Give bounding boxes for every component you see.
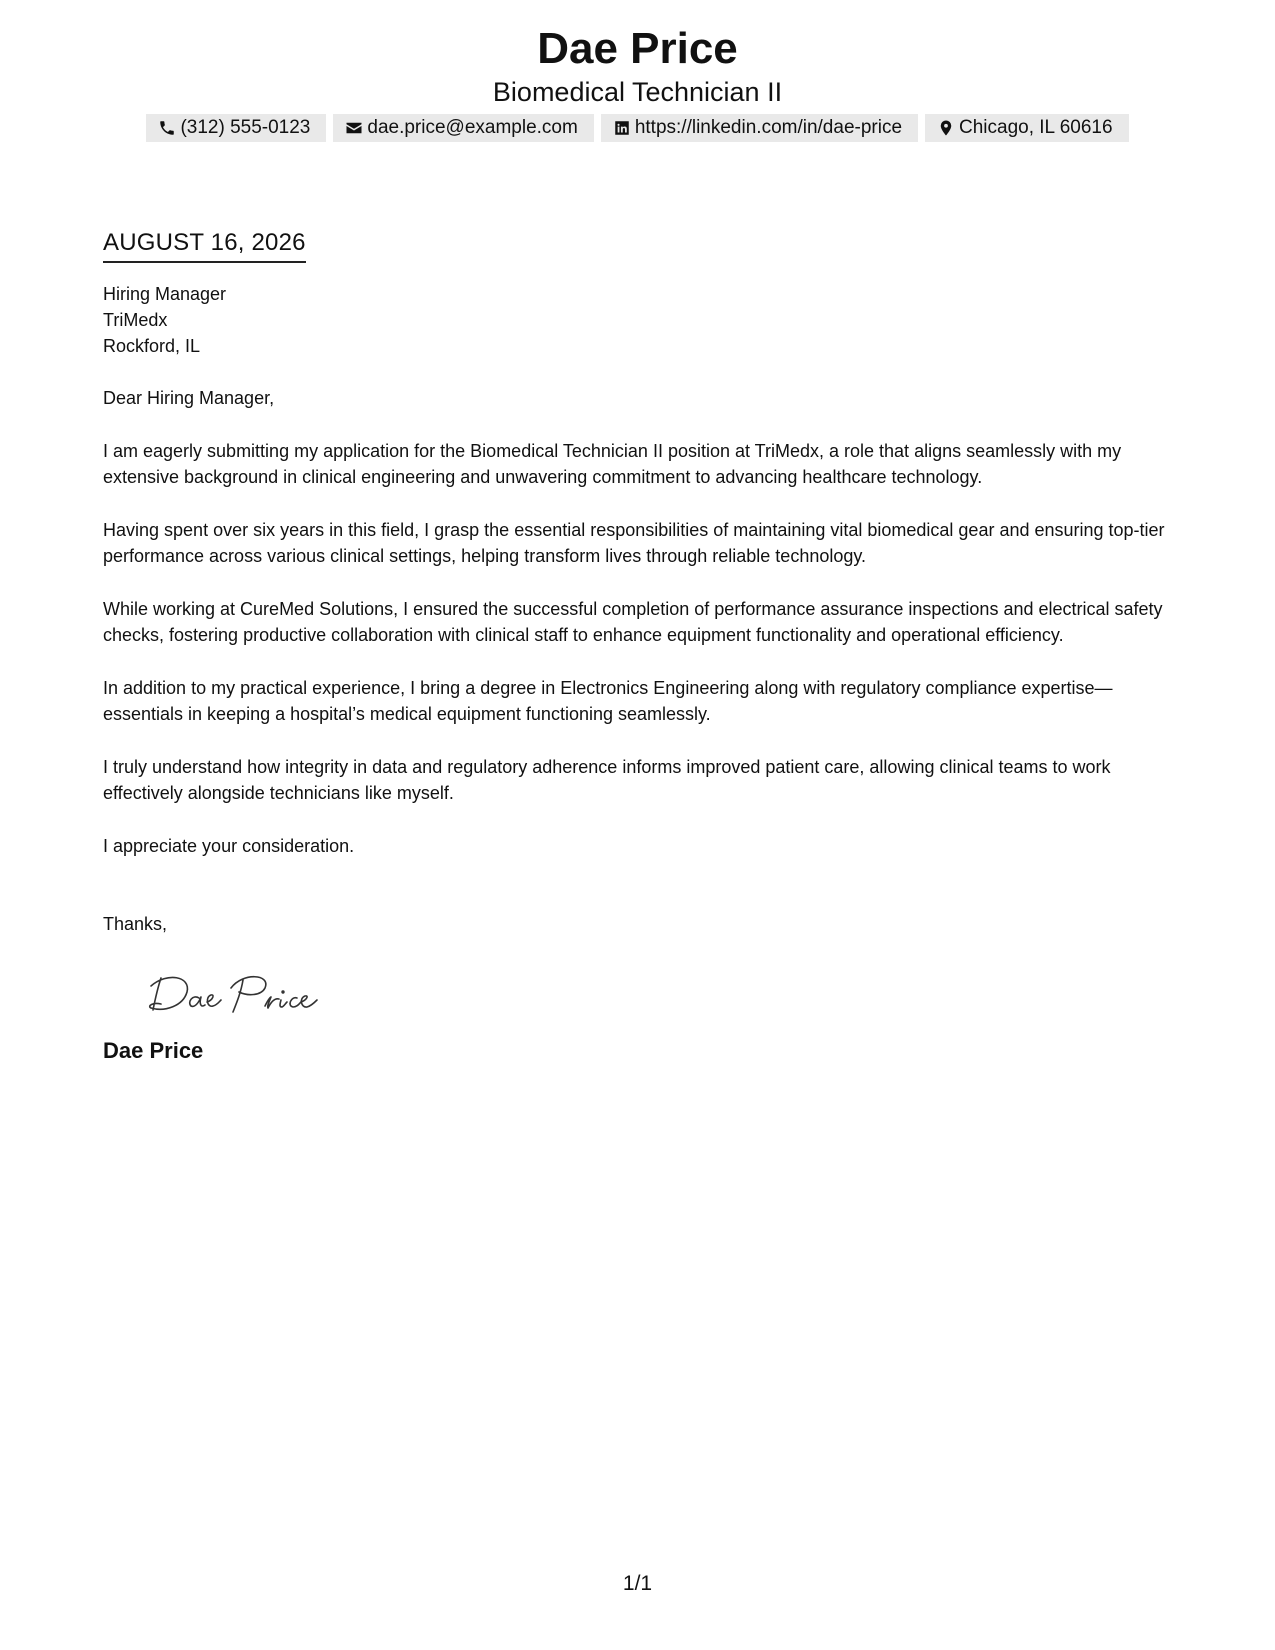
- salutation: Dear Hiring Manager,: [103, 388, 275, 408]
- body-paragraph: I am eagerly submitting my application for the Biomedical Technician II position at TriMedx, a role that aligns seamlessly with my extensive background in clinical engineering and unwavering commitment to advancing healthcare technology.: [103, 440, 1122, 487]
- signature-image: [147, 964, 327, 1020]
- body-paragraph: I truly understand how integrity in data and regulatory adherence informs improved patient care, allowing clinical teams to work effectively alongside technicians like myself.: [103, 756, 1111, 803]
- body-paragraph: While working at CureMed Solutions, I ensured the successful completion of performance assurance inspections and electrical safety checks, fostering productive collaboration with clinical staff to enhance equipment functionality and operational efficiency.: [103, 598, 1163, 645]
- body-paragraph: In addition to my practical experience, I bring a degree in Electronics Engineering along with regulatory compliance expertise—essentials in keeping a hospital’s medical equipment functioning seamlessly.: [103, 677, 1113, 724]
- recipient-name: Hiring Manager: [103, 284, 227, 304]
- applicant-title: Biomedical Technician II: [492, 77, 783, 107]
- contact-email[interactable]: [333, 114, 593, 142]
- contact-location: [925, 114, 1129, 142]
- contact-bar: [0, 114, 1275, 142]
- letter-body: [103, 226, 1173, 1064]
- recipient-company: TriMedx: [103, 310, 168, 330]
- location-text: Chicago, IL 60616: [959, 117, 1113, 138]
- contact-linkedin[interactable]: [601, 114, 918, 142]
- envelope-icon: [345, 119, 363, 137]
- body-paragraph: Having spent over six years in this field, I grasp the essential responsibilities of maintaining vital biomedical gear and ensuring top-tier performance across various clinical settings, helping transform lives through reliable technology.: [103, 519, 1165, 566]
- linkedin-text: https://linkedin.com/in/dae-price: [634, 117, 903, 138]
- map-pin-icon: [937, 119, 955, 137]
- letter-header: [0, 22, 1275, 108]
- closing: Thanks,: [103, 914, 168, 934]
- signer-name: Dae Price: [103, 1037, 204, 1063]
- recipient-location: Rockford, IL: [103, 336, 201, 356]
- email-text: dae.price@example.com: [367, 117, 578, 138]
- contact-phone[interactable]: [146, 114, 326, 142]
- phone-text: (312) 555-0123: [180, 117, 311, 138]
- body-paragraph: I appreciate your consideration.: [103, 835, 355, 856]
- recipient-block: [103, 281, 1173, 359]
- letter-date: AUGUST 16, 2026: [103, 226, 306, 263]
- phone-icon: [158, 119, 176, 137]
- linkedin-icon: [613, 119, 631, 137]
- handwritten-signature: [147, 964, 347, 1024]
- applicant-name: Dae Price: [537, 24, 738, 73]
- page-number: 1/1: [622, 1572, 653, 1595]
